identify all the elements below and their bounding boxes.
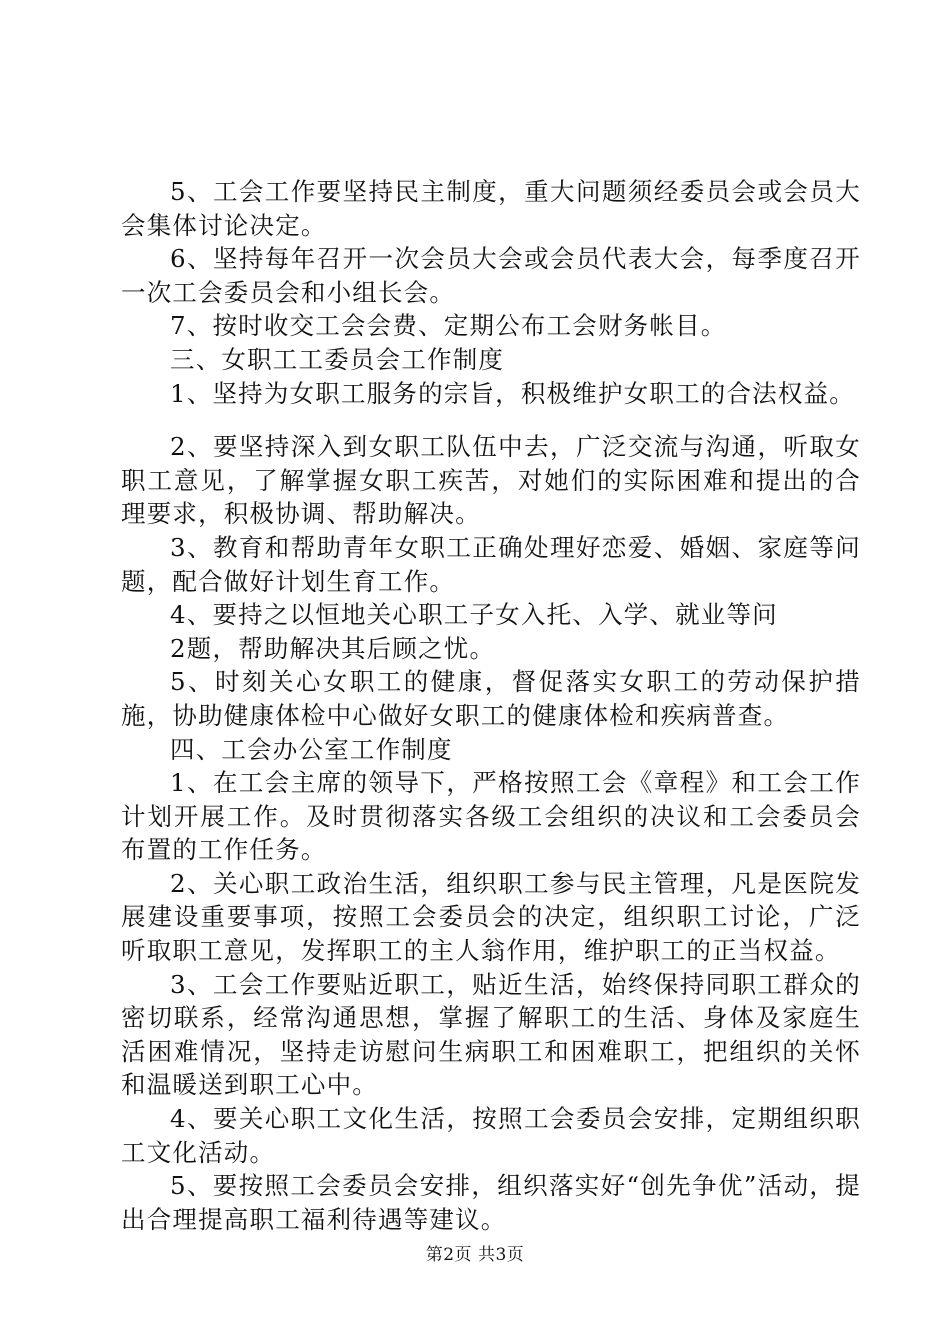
- paragraph-young-women-education: 3、教育和帮助青年女职工正确处理好恋爱、婚姻、家庭等问题，配合做好计划生育工作。: [121, 532, 861, 596]
- paragraph-annual-meetings: 6、坚持每年召开一次会员大会或会员代表大会，每季度召开一次工会委员会和小组长会。: [121, 244, 861, 307]
- paragraph-spacer: [121, 410, 861, 430]
- section-heading-women-committee: 三、女职工工委员会工作制度: [170, 344, 505, 374]
- paragraph-office-leadership: 1、在工会主席的领导下，严格按照工会《章程》和工会工作计划开展工作。及时贯彻落实各级工会组织的决议和工会委员会布置的工作任务。: [121, 768, 861, 865]
- section-heading-union-office: 四、工会办公室工作制度: [170, 734, 453, 764]
- paragraph-close-to-workers: 3、工会工作要贴近职工，贴近生活，始终保持同职工群众的密切联系，经常沟通思想，掌握了解职工的生活、身体及家庭生活困难情况，坚持走访慰问生病职工和困难职工，把组织的关怀和温暖送到职工心中。: [121, 969, 861, 1100]
- paragraph-political-life: 2、关心职工政治生活，组织职工参与民主管理，凡是医院发展建设重要事项，按照工会委员会的决定，组织职工讨论，广泛听取职工意见，发挥职工的主人翁作用，维护职工的正当权益。: [121, 868, 861, 966]
- document-body: [121, 175, 861, 1236]
- paragraph-women-rights: 1、坚持为女职工服务的宗旨，积极维护女职工的合法权益。: [170, 378, 855, 408]
- paragraph-women-health: 5、时刻关心女职工的健康，督促落实女职工的劳动保护措施，协助健康体检中心做好女职工的健康体检和疾病普查。: [121, 667, 861, 730]
- paragraph-excellence-campaign: 5、要按照工会委员会安排，组织落实好“创先争优”活动，提出合理提高职工福利待遇等建议。: [121, 1171, 861, 1234]
- paragraph-children-care-continued: 2题，帮助解决其后顾之忧。: [170, 633, 496, 663]
- paragraph-union-democracy: 5、工会工作要坚持民主制度，重大问题须经委员会或会员大会集体讨论决定。: [121, 177, 861, 240]
- page-number-footer: 第2页 共3页: [425, 1245, 525, 1265]
- paragraph-women-communication: 2、要坚持深入到女职工队伍中去，广泛交流与沟通，听取女职工意见，了解掌握女职工疾苦，对她们的实际困难和提出的合理要求，积极协调、帮助解决。: [121, 432, 861, 529]
- paragraph-cultural-life: 4、要关心职工文化生活，按照工会委员会安排，定期组织职工文化活动。: [121, 1104, 861, 1167]
- paragraph-children-care: 4、要持之以恒地关心职工子女入托、入学、就业等问: [170, 600, 778, 630]
- paragraph-dues-finance: 7、按时收交工会会费、定期公布工会财务帐目。: [170, 311, 727, 341]
